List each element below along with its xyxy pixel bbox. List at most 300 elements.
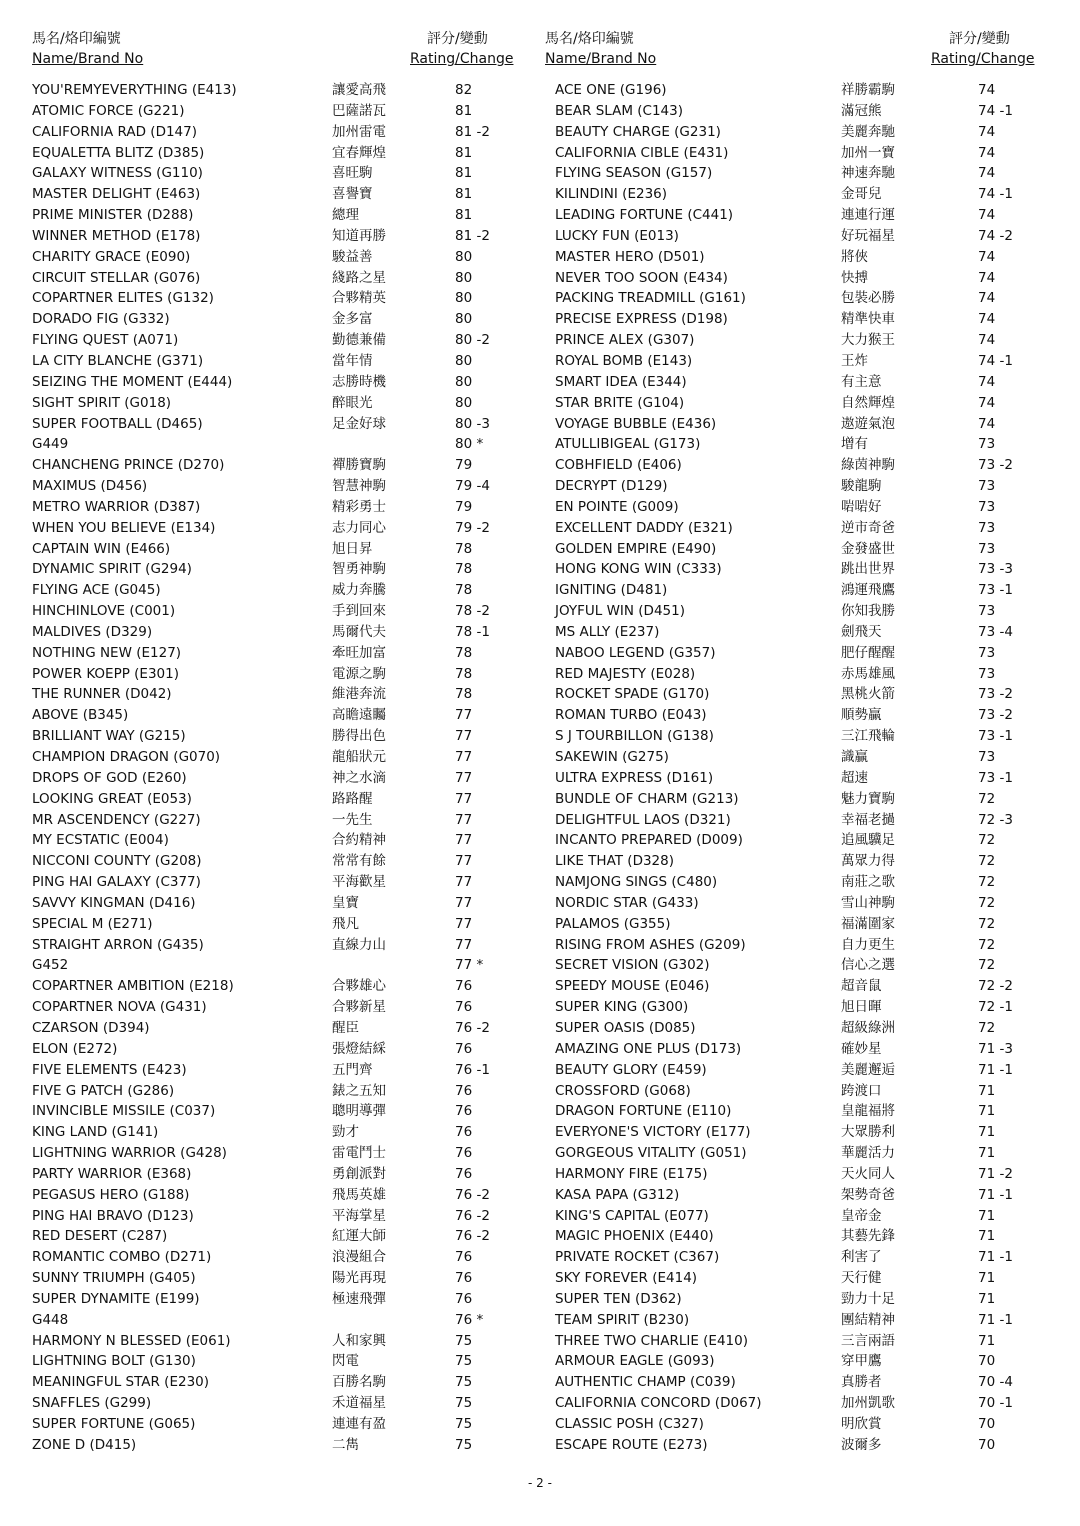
horse-row [545, 1268, 1045, 1289]
horse-chinese-name: 合夥新星 [332, 999, 386, 1016]
horse-row [545, 143, 1045, 164]
horse-name: SUPER TEN (D362) [555, 1290, 682, 1307]
horse-name: IGNITING (D481) [555, 582, 668, 599]
horse-name: SUPER OASIS (D085) [555, 1019, 696, 1036]
horse-chinese-name: 閃電 [332, 1353, 359, 1370]
horse-row [545, 559, 1045, 580]
horse-chinese-name: 平海歡星 [332, 874, 386, 891]
horse-name: SAKEWIN (G275) [555, 749, 669, 765]
horse-name: GOLDEN EMPIRE (E490) [555, 540, 717, 557]
horse-rating: 70 -4 [978, 1374, 1013, 1391]
horse-rating: 73 [978, 644, 996, 661]
horse-rating: 82 [455, 82, 473, 98]
horse-rating: 74 [978, 332, 996, 349]
horse-name: BEAUTY CHARGE (G231) [555, 123, 721, 140]
horse-chinese-name: 志勝時機 [332, 373, 386, 390]
horse-chinese-name: 紅運大師 [332, 1228, 386, 1245]
horse-rating: 70 [978, 1416, 996, 1432]
horse-chinese-name: 遨遊氣泡 [841, 415, 895, 432]
horse-row [545, 163, 1045, 184]
horse-chinese-name: 美麗奔馳 [841, 123, 895, 140]
horse-name: HINCHINLOVE (C001) [32, 603, 176, 620]
horse-rating: 81 [455, 102, 473, 119]
horse-rating: 72 -3 [978, 811, 1013, 828]
horse-row [545, 393, 1045, 414]
horse-rating: 74 [978, 207, 996, 224]
horse-chinese-name: 將俠 [841, 248, 868, 265]
horse-chinese-name: 威力奔騰 [332, 582, 386, 599]
horse-name: ARMOUR EAGLE (G093) [555, 1353, 715, 1370]
horse-chinese-name: 禾道福星 [332, 1395, 386, 1412]
horse-name: CALIFORNIA RAD (D147) [32, 123, 197, 140]
horse-row [545, 1039, 1045, 1060]
horse-row [32, 434, 522, 455]
horse-name: CALIFORNIA CONCORD (D067) [555, 1395, 762, 1412]
horse-name: LIGHTNING WARRIOR (G428) [32, 1145, 227, 1162]
horse-rating: 80 -2 [455, 332, 490, 349]
horse-row [32, 997, 522, 1018]
horse-chinese-name: 識贏 [841, 749, 868, 765]
horse-row [32, 664, 522, 685]
horse-name: PRIME MINISTER (D288) [32, 207, 194, 224]
horse-rating: 76 -2 [455, 1207, 490, 1224]
horse-rating: 72 -1 [978, 999, 1013, 1016]
horse-row [32, 163, 522, 184]
horse-chinese-name: 加州一寶 [841, 144, 895, 161]
horse-name: CALIFORNIA CIBLE (E431) [555, 144, 729, 161]
horse-name: ROMAN TURBO (E043) [555, 707, 707, 724]
name-header-english: Name/Brand No [545, 51, 657, 67]
horse-name: AMAZING ONE PLUS (D173) [555, 1040, 742, 1057]
horse-name: COPARTNER NOVA (G431) [32, 999, 207, 1016]
horse-name: G449 [32, 436, 69, 453]
horse-name: EXCELLENT DADDY (E321) [555, 519, 733, 536]
horse-row [32, 622, 522, 643]
horse-row [32, 768, 522, 789]
horse-name: FLYING QUEST (A071) [32, 332, 179, 349]
horse-name: FIVE ELEMENTS (E423) [32, 1061, 187, 1078]
horse-chinese-name: 極速飛彈 [332, 1290, 386, 1307]
horse-chinese-name: 足金好球 [332, 415, 386, 432]
horse-row [32, 1414, 522, 1435]
horse-rating: 78 [455, 561, 473, 578]
horse-rating: 81 [455, 144, 473, 161]
horse-row [32, 518, 522, 539]
horse-chinese-name: 加州凱歌 [841, 1395, 895, 1412]
horse-name: ROCKET SPADE (G170) [555, 686, 710, 703]
horse-name: SECRET VISION (G302) [555, 957, 710, 974]
horse-rating: 76 [455, 1124, 473, 1141]
horse-row [32, 226, 522, 247]
horse-chinese-name: 美麗邂逅 [841, 1061, 895, 1078]
horse-name: DORADO FIG (G332) [32, 311, 170, 328]
horse-rating: 73 [978, 665, 996, 682]
horse-rating: 78 [455, 644, 473, 661]
horse-chinese-name: 鴻運飛鷹 [841, 582, 895, 599]
horse-rating: 79 -2 [455, 519, 490, 536]
horse-rating: 74 [978, 248, 996, 265]
horse-rating: 74 [978, 290, 996, 307]
horse-chinese-name: 勁力十足 [841, 1290, 895, 1307]
horse-rating: 76 * [455, 1311, 484, 1328]
horse-name: SNAFFLES (G299) [32, 1395, 152, 1412]
horse-name: WINNER METHOD (E178) [32, 227, 201, 244]
horse-row [545, 1289, 1045, 1310]
horse-chinese-name: 有主意 [841, 373, 882, 390]
horse-rating: 76 [455, 1145, 473, 1162]
horse-row [545, 1226, 1045, 1247]
horse-rating: 78 -2 [455, 603, 490, 620]
horse-name: ZONE D (D415) [32, 1436, 137, 1453]
horse-row [545, 1351, 1045, 1372]
horse-row [545, 268, 1045, 289]
horse-chinese-name: 金發盛世 [841, 540, 895, 557]
horse-rating: 73 -4 [978, 623, 1013, 640]
horse-name: PEGASUS HERO (G188) [32, 1186, 190, 1203]
horse-rating: 76 [455, 1040, 473, 1057]
horse-rating: 71 [978, 1124, 996, 1141]
horse-chinese-name: 讓愛高飛 [332, 82, 386, 98]
horse-chinese-name: 跨渡口 [841, 1082, 882, 1099]
horse-chinese-name: 精準快車 [841, 311, 895, 328]
horse-chinese-name: 包裝必勝 [841, 290, 895, 307]
horse-chinese-name: 祥勝霸駒 [841, 82, 895, 98]
horse-chinese-name: 順勢贏 [841, 707, 882, 724]
horse-chinese-name: 駿龍駒 [841, 478, 882, 495]
horse-row [32, 1331, 522, 1352]
horse-chinese-name: 綠茵神駒 [841, 457, 895, 474]
horse-name: NAMJONG SINGS (C480) [555, 874, 718, 891]
rating-header-english: Rating/Change [931, 51, 1035, 67]
horse-rating: 77 [455, 769, 473, 786]
horse-rating: 78 -1 [455, 623, 490, 640]
horse-name: ROYAL BOMB (E143) [555, 352, 693, 369]
horse-rating: 73 [978, 540, 996, 557]
horse-row [545, 184, 1045, 205]
horse-chinese-name: 赤馬雄風 [841, 665, 895, 682]
horse-rating: 71 -1 [978, 1311, 1013, 1328]
horse-row [32, 1289, 522, 1310]
horse-name: EVERYONE'S VICTORY (E177) [555, 1124, 751, 1141]
horse-rating: 75 [455, 1436, 473, 1453]
horse-row [545, 247, 1045, 268]
horse-name: ELON (E272) [32, 1040, 118, 1057]
horse-chinese-name: 當年情 [332, 352, 373, 369]
horse-chinese-name: 逆市奇爸 [841, 519, 895, 536]
horse-name: LIKE THAT (D328) [555, 853, 674, 870]
horse-name: KILINDINI (E236) [555, 186, 668, 203]
horse-chinese-name: 高瞻遠矚 [332, 707, 386, 724]
horse-name: ULTRA EXPRESS (D161) [555, 769, 714, 786]
horse-name: LA CITY BLANCHE (G371) [32, 352, 204, 369]
horse-name: PRECISE EXPRESS (D198) [555, 311, 728, 328]
horse-rating: 71 [978, 1082, 996, 1099]
horse-row [32, 1435, 522, 1456]
horse-rating: 73 [978, 749, 996, 765]
horse-rating: 71 [978, 1145, 996, 1162]
horse-name: WHEN YOU BELIEVE (E134) [32, 519, 216, 536]
horse-row [545, 705, 1045, 726]
horse-rating: 81 -2 [455, 123, 490, 140]
horse-row [32, 976, 522, 997]
horse-rating: 77 [455, 915, 473, 932]
horse-rating: 75 [455, 1353, 473, 1370]
horse-row [32, 539, 522, 560]
horse-rating: 76 [455, 1082, 473, 1099]
horse-rating: 72 [978, 832, 996, 849]
horse-row [32, 414, 522, 435]
horse-row [545, 1122, 1045, 1143]
horse-row [32, 914, 522, 935]
horse-rating: 74 -1 [978, 102, 1013, 119]
horse-name: LIGHTNING BOLT (G130) [32, 1353, 196, 1370]
horse-chinese-name: 喜旺駒 [332, 165, 373, 182]
horse-row [545, 1060, 1045, 1081]
horse-row [32, 497, 522, 518]
horse-chinese-name: 總理 [332, 207, 359, 224]
horse-chinese-name: 確妙星 [841, 1040, 882, 1057]
horse-name: NOTHING NEW (E127) [32, 644, 182, 661]
horse-rating: 71 [978, 1228, 996, 1245]
horse-name: MY ECSTATIC (E004) [32, 832, 169, 849]
horse-name: SIGHT SPIRIT (G018) [32, 394, 172, 411]
horse-rating: 80 [455, 373, 473, 390]
rating-header-chinese: 評分/變動 [427, 31, 488, 47]
horse-name: MR ASCENDENCY (G227) [32, 811, 201, 828]
horse-name: MASTER HERO (D501) [555, 248, 705, 265]
horse-row [32, 935, 522, 956]
horse-chinese-name: 架勢奇爸 [841, 1186, 895, 1203]
horse-row [32, 1143, 522, 1164]
horse-name: FIVE G PATCH (G286) [32, 1082, 175, 1099]
right-column [545, 30, 1045, 1456]
horse-row [545, 497, 1045, 518]
horse-rating: 74 [978, 123, 996, 140]
horse-name: JOYFUL WIN (D451) [555, 603, 685, 620]
horse-rating: 71 [978, 1207, 996, 1224]
horse-row [545, 726, 1045, 747]
horse-row [32, 330, 522, 351]
horse-rating: 74 -1 [978, 186, 1013, 203]
horse-rating: 74 -2 [978, 227, 1013, 244]
horse-rating: 77 [455, 853, 473, 870]
horse-name: YOU'REMYEVERYTHING (E413) [32, 82, 237, 98]
horse-name: KING LAND (G141) [32, 1124, 159, 1141]
horse-row [32, 810, 522, 831]
horse-rating: 74 [978, 144, 996, 161]
horse-rating: 73 -2 [978, 707, 1013, 724]
horse-chinese-name: 劍飛天 [841, 623, 882, 640]
horse-row [32, 1226, 522, 1247]
horse-rating: 76 [455, 999, 473, 1016]
horse-rating: 74 [978, 165, 996, 182]
horse-row [545, 1081, 1045, 1102]
horse-name: SUPER FORTUNE (G065) [32, 1416, 196, 1432]
horse-row [32, 1393, 522, 1414]
horse-name: G448 [32, 1311, 69, 1328]
horse-chinese-name: 皇帝金 [841, 1207, 882, 1224]
horse-row [545, 351, 1045, 372]
horse-row [545, 330, 1045, 351]
horse-chinese-name: 平海掌星 [332, 1207, 386, 1224]
horse-chinese-name: 勝得出色 [332, 728, 386, 745]
horse-chinese-name: 錶之五知 [332, 1082, 386, 1099]
horse-chinese-name: 信心之選 [841, 957, 895, 974]
horse-row [545, 1143, 1045, 1164]
horse-row [545, 747, 1045, 768]
horse-row [32, 684, 522, 705]
horse-chinese-name: 利害了 [841, 1249, 882, 1266]
horse-chinese-name: 其藝先鋒 [841, 1228, 895, 1245]
horse-rating: 81 [455, 165, 473, 182]
horse-rating: 72 [978, 915, 996, 932]
horse-row [545, 1185, 1045, 1206]
horse-row [32, 351, 522, 372]
horse-row [545, 539, 1045, 560]
horse-row [32, 643, 522, 664]
horse-name: HONG KONG WIN (C333) [555, 561, 722, 578]
horse-row [32, 1310, 522, 1331]
horse-row [545, 643, 1045, 664]
horse-name: LOOKING GREAT (E053) [32, 790, 192, 807]
horse-rating: 74 [978, 311, 996, 328]
horse-chinese-name: 飛馬英雄 [332, 1186, 386, 1203]
horse-name: MALDIVES (D329) [32, 623, 153, 640]
horse-chinese-name: 大力猴王 [841, 332, 895, 349]
horse-row [32, 1101, 522, 1122]
horse-chinese-name: 醉眼光 [332, 394, 373, 411]
horse-name: PACKING TREADMILL (G161) [555, 290, 746, 307]
horse-name: SEIZING THE MOMENT (E444) [32, 373, 233, 390]
horse-rating: 81 [455, 207, 473, 224]
horse-name: ABOVE (B345) [32, 707, 129, 724]
horse-chinese-name: 張燈結綵 [332, 1040, 386, 1057]
horse-name: SUNNY TRIUMPH (G405) [32, 1270, 196, 1287]
horse-name: EQUALETTA BLITZ (D385) [32, 144, 205, 161]
horse-rating: 80 [455, 269, 473, 286]
horse-name: NORDIC STAR (G433) [555, 894, 699, 911]
horse-chinese-name: 知道再勝 [332, 227, 386, 244]
horse-rating: 71 [978, 1332, 996, 1349]
horse-rating: 72 [978, 936, 996, 953]
horse-name: ESCAPE ROUTE (E273) [555, 1436, 708, 1453]
horse-chinese-name: 宜春輝煌 [332, 144, 386, 161]
horse-name: STAR BRITE (G104) [555, 394, 685, 411]
horse-row [32, 1039, 522, 1060]
horse-chinese-name: 神之水滴 [332, 769, 386, 786]
horse-chinese-name: 連連行運 [841, 207, 895, 224]
horse-row [32, 580, 522, 601]
horse-chinese-name: 穿甲鷹 [841, 1353, 882, 1370]
horse-row [32, 372, 522, 393]
horse-chinese-name: 增有 [841, 436, 868, 453]
horse-name: G452 [32, 957, 69, 974]
horse-chinese-name: 勇創派對 [332, 1165, 386, 1182]
rating-header-english: Rating/Change [410, 51, 514, 67]
horse-name: MS ALLY (E237) [555, 623, 660, 640]
horse-name: HARMONY FIRE (E175) [555, 1165, 708, 1182]
horse-rating: 72 [978, 1019, 996, 1036]
horse-rating: 73 [978, 519, 996, 536]
horse-chinese-name: 一先生 [332, 811, 373, 828]
horse-chinese-name: 聰明導彈 [332, 1103, 386, 1120]
horse-rating: 75 [455, 1332, 473, 1349]
horse-name: RISING FROM ASHES (G209) [555, 936, 746, 953]
horse-row [545, 830, 1045, 851]
horse-name: MEANINGFUL STAR (E230) [32, 1374, 210, 1391]
horse-name: PARTY WARRIOR (E368) [32, 1165, 192, 1182]
horse-row [32, 101, 522, 122]
horse-name: LUCKY FUN (E013) [555, 227, 679, 244]
horse-chinese-name: 旭日昇 [332, 540, 373, 557]
horse-rating: 78 [455, 665, 473, 682]
left-column-header [32, 30, 522, 80]
horse-rating: 79 -4 [455, 478, 490, 495]
horse-chinese-name: 合夥精英 [332, 290, 386, 307]
horse-rating: 74 [978, 269, 996, 286]
horse-row [545, 1435, 1045, 1456]
horse-rating: 73 -1 [978, 728, 1013, 745]
horse-chinese-name: 馬爾代夫 [332, 623, 386, 640]
horse-name: VOYAGE BUBBLE (E436) [555, 415, 717, 432]
horse-rating: 73 -3 [978, 561, 1013, 578]
horse-rating: 70 -1 [978, 1395, 1013, 1412]
rating-header-chinese: 評分/變動 [949, 31, 1010, 47]
horse-chinese-name: 合夥雄心 [332, 978, 386, 995]
horse-row [545, 851, 1045, 872]
horse-name: CROSSFORD (G068) [555, 1082, 691, 1099]
horse-name: STRAIGHT ARRON (G435) [32, 936, 204, 953]
horse-name: BEAUTY GLORY (E459) [555, 1061, 707, 1078]
horse-name: GALAXY WITNESS (G110) [32, 165, 203, 182]
horse-row [545, 997, 1045, 1018]
horse-rating: 79 [455, 498, 473, 515]
horse-name: PALAMOS (G355) [555, 915, 671, 932]
horse-rating: 75 [455, 1395, 473, 1412]
horse-row [32, 1081, 522, 1102]
horse-name: NICCONI COUNTY (G208) [32, 853, 202, 870]
right-column-header [545, 30, 1045, 80]
horse-row [545, 1331, 1045, 1352]
horse-rating: 75 [455, 1416, 473, 1432]
horse-row [32, 393, 522, 414]
horse-name: PRIVATE ROCKET (C367) [555, 1249, 720, 1266]
horse-chinese-name: 金多富 [332, 311, 373, 328]
horse-name: GORGEOUS VITALITY (G051) [555, 1145, 747, 1162]
horse-chinese-name: 波爾多 [841, 1436, 882, 1453]
horse-name: AUTHENTIC CHAMP (C039) [555, 1374, 736, 1391]
horse-row [32, 955, 522, 976]
horse-name: HARMONY N BLESSED (E061) [32, 1332, 231, 1349]
horse-rating: 77 [455, 894, 473, 911]
horse-rating: 78 [455, 582, 473, 599]
horse-rating: 76 -1 [455, 1061, 490, 1078]
horse-name: RED MAJESTY (E028) [555, 665, 696, 682]
horse-row [32, 726, 522, 747]
horse-chinese-name: 金哥兒 [841, 186, 882, 203]
horse-row [32, 851, 522, 872]
horse-rating: 71 [978, 1270, 996, 1287]
horse-row [32, 184, 522, 205]
horse-rating: 73 [978, 498, 996, 515]
horse-rating: 77 * [455, 957, 484, 974]
horse-rating: 76 [455, 1270, 473, 1287]
page-number: - 2 - [528, 1476, 552, 1490]
horse-name: ATULLIBIGEAL (G173) [555, 436, 701, 453]
horse-chinese-name: 南莊之歌 [841, 874, 895, 891]
horse-name: CLASSIC POSH (C327) [555, 1416, 704, 1432]
horse-name: CZARSON (D394) [32, 1019, 150, 1036]
